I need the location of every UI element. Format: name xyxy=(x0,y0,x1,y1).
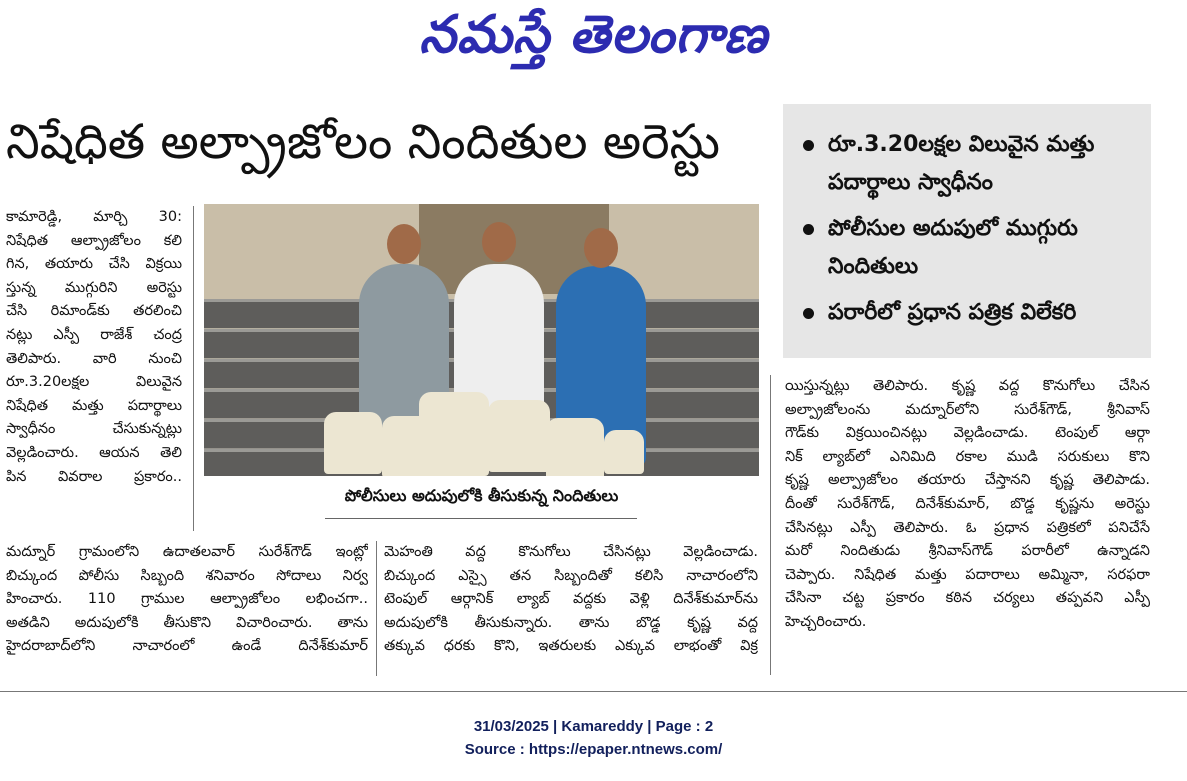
newspaper-title: నమస్తే తెలంగాణ xyxy=(419,4,768,65)
text-line: హైదరాబాద్‌లోని నాచారంలో ఉండే దినేశ్‌కుమార్ xyxy=(6,638,368,655)
footer-source-line: Source : https://epaper.ntnews.com/ xyxy=(464,741,723,758)
text-line: స్వాధీనం చేసుకున్నట్లు xyxy=(6,421,182,438)
evidence-bag xyxy=(324,412,382,474)
text-line: బిచ్కుంద పోలీసు సిబ్బంది శనివారం సోదాలు నిర్వ xyxy=(6,567,368,584)
text-line: నట్లు ఎస్పీ రాజేశ్ చంద్ర xyxy=(6,326,182,343)
bullet-icon xyxy=(803,224,814,235)
person-head xyxy=(387,224,421,264)
evidence-bag xyxy=(546,418,604,476)
text-line: టెంపుల్ ఆర్గానిక్ ల్యాబ్ వద్దకు వెళ్లి దినేశ్‌కుమార్‌ను xyxy=(384,591,758,608)
article-column-left xyxy=(6,206,182,489)
text-line: హించారు. 110 గ్రాముల ఆల్ప్రాజోలం లభించగా.. xyxy=(6,591,368,608)
text-line: మెహంతి వద్ద కొనుగోలు చేసినట్లు వెల్లడించాడు. xyxy=(384,544,758,560)
article-headline: నిషేధిత అల్ప్రాజోలం నిందితుల అరెస్టు xyxy=(6,114,720,170)
footer-date-line: 31/03/2025 | Kamareddy | Page : 2 xyxy=(473,718,714,735)
text-line: హెచ్చరించారు. xyxy=(785,613,867,630)
person-head xyxy=(584,228,618,268)
photo-caption: పోలీసులు అదుపులోకి తీసుకున్న నిందితులు xyxy=(344,486,619,505)
text-line: స్తున్న ముగ్గురిని అరెస్టు xyxy=(6,279,182,296)
text-line: చేసి రిమాండ్‌కు తరలించి xyxy=(6,303,182,320)
highlight-text: పోలీసుల అదుపులో ముగ్గురు నిందితులు xyxy=(828,216,1078,279)
text-line: నిక్ ల్యాబ్‌లో ఎనిమిది రకాల ముడి సరుకులు కొని xyxy=(785,448,1150,465)
text-line: మరో నిందితుడు శ్రీనివాస్‌గౌడ్ పరారీలో ఉన్నాడని xyxy=(785,543,1150,560)
masthead xyxy=(0,0,1187,82)
article-column-bottom-left xyxy=(6,541,368,659)
text-line: దీంతో సురేశ్‌గౌడ్, దినేశ్‌కుమార్, బొడ్డ కృష్ణను అరెస్టు xyxy=(785,495,1150,512)
text-line: అదుపులోకి తీసుకున్నారు. తాను బొడ్డ కృష్ణ వద్ద xyxy=(384,614,758,631)
bullet-icon xyxy=(803,308,814,319)
text-line: గిన, తయారు చేసి విక్రయి xyxy=(6,256,182,273)
highlight-text: పరారీలో ప్రధాన పత్రిక విలేకరి xyxy=(828,300,1077,325)
text-line: నిషేధిత మత్తు పదార్థాలు xyxy=(6,397,182,414)
text-line: అల్ప్రాజోలంను మద్నూర్‌లోని సురేశ్‌గౌడ్, శ్రీనివాస్ xyxy=(785,401,1150,418)
text-line: అతడిని అదుపులోకి తీసుకొని విచారించారు. తాను xyxy=(6,614,368,631)
text-line: చేసినా చట్ట ప్రకారం కఠిన చర్యలు తప్పవని ఎస్పీ xyxy=(785,590,1150,607)
text-line: బిచ్కుంద ఎస్సై తన సిబ్బందితో కలిసి నాచారంలోని xyxy=(384,567,758,584)
text-line: చెప్పారు. నిషేధిత మత్తు పదారాలు అమ్మినా, సరఫరా xyxy=(785,566,1150,583)
column-divider xyxy=(193,206,194,531)
text-line: పిన వివరాల ప్రకారం.. xyxy=(6,468,182,485)
text-line: తెలిపారు. వారి నుంచి xyxy=(6,350,182,367)
article-column-bottom-middle xyxy=(384,541,758,659)
text-line: గౌడ్‌కు విక్రయించినట్లు వెల్లడించాడు. టెంపుల్ ఆర్గా xyxy=(785,425,1150,442)
caption-divider xyxy=(325,518,637,519)
evidence-bag xyxy=(488,400,550,472)
column-divider xyxy=(770,375,771,675)
text-line: మద్నూర్ గ్రామంలోని ఉదాతలవార్ సురేశ్‌గౌడ్ ఇంట్లో xyxy=(6,544,368,560)
highlights-box xyxy=(783,104,1151,358)
column-divider xyxy=(376,541,377,676)
evidence-bag xyxy=(419,392,489,476)
news-photo xyxy=(204,204,759,476)
highlight-item xyxy=(803,210,1141,286)
text-line: నిషేధిత ఆల్ప్రాజోలం కలి xyxy=(6,232,182,249)
highlight-item xyxy=(803,126,1141,202)
text-line: వెల్లడించారు. ఆయన తెలి xyxy=(6,444,182,461)
text-line: రూ.3.20లక్షల విలువైన xyxy=(6,374,182,391)
text-line: చేసినట్లు ఎస్పీ తెలిపారు. ఓ ప్రధాన పత్రికలో పనిచేసే xyxy=(785,519,1150,536)
person-head xyxy=(482,222,516,262)
text-line: కామారెడ్డి, మార్చి 30: xyxy=(6,209,182,225)
evidence-bag xyxy=(604,430,644,474)
page-divider xyxy=(0,691,1187,692)
text-line: యిస్తున్నట్లు తెలిపారు. కృష్ణ వద్ద కొనుగోలు చేసిన xyxy=(785,378,1150,394)
highlight-item xyxy=(803,294,1141,332)
page-footer xyxy=(0,715,1187,761)
text-line: తక్కువ ధరకు కొని, ఇతరులకు ఎక్కువ లాభంతో విక్ర xyxy=(384,638,758,655)
highlight-text: రూ.3.20లక్షల విలువైన మత్తు పదార్థాలు స్వాధీనం xyxy=(828,132,1095,195)
article-column-right xyxy=(785,375,1150,635)
text-line: కృష్ణ అల్ప్రాజోలం తయారు చేస్తానని కృష్ణ తెలిపాడు. xyxy=(785,472,1150,489)
bullet-icon xyxy=(803,140,814,151)
